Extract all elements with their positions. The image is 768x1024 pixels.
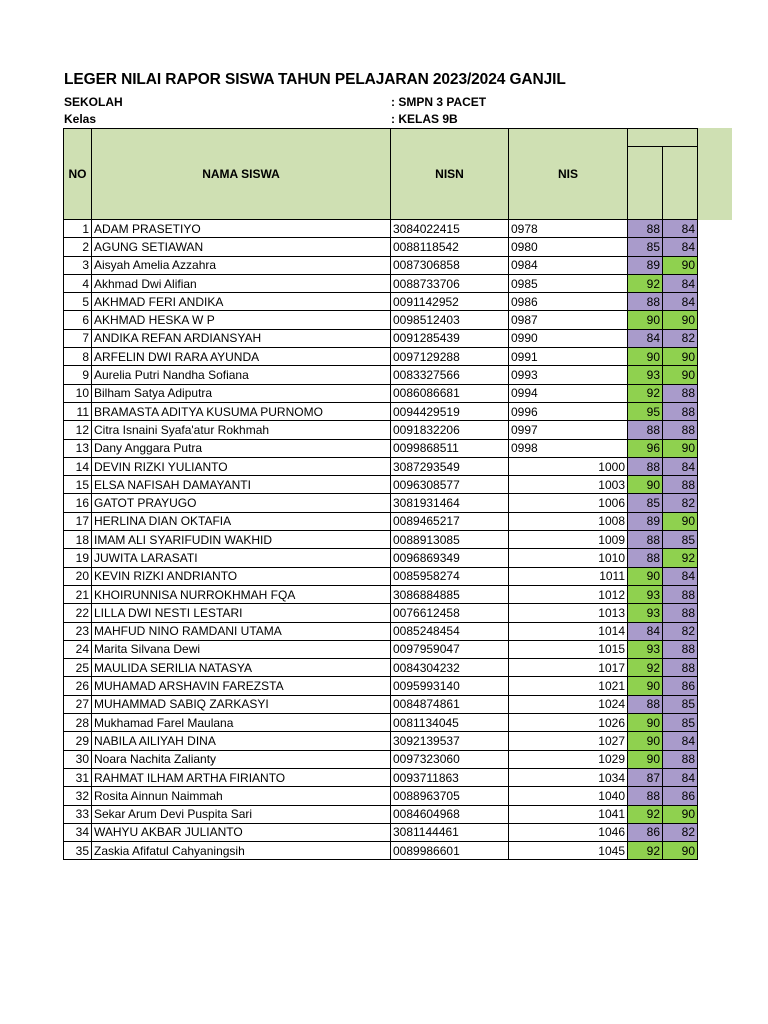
cell-score-1: 93 — [628, 366, 663, 384]
cell-nis: 1024 — [509, 695, 628, 713]
cell-no: 16 — [64, 494, 92, 512]
table-row — [64, 714, 698, 732]
cell-no: 6 — [64, 311, 92, 329]
cell-no: 4 — [64, 274, 92, 292]
cell-nisn: 0083327566 — [391, 366, 509, 384]
cell-nis: 1017 — [509, 659, 628, 677]
cell-score-2: 90 — [663, 311, 698, 329]
cell-score-1: 93 — [628, 604, 663, 622]
cell-no: 7 — [64, 329, 92, 347]
cell-student-name: MAHFUD NINO RAMDANI UTAMA — [92, 622, 391, 640]
table-row — [64, 256, 698, 274]
table-row — [64, 311, 698, 329]
cell-score-2: 85 — [663, 714, 698, 732]
cell-student-name: KHOIRUNNISA NURROKHMAH FQA — [92, 585, 391, 603]
cell-score-1: 90 — [628, 476, 663, 494]
cell-nisn: 0087306858 — [391, 256, 509, 274]
cell-score-2: 84 — [663, 457, 698, 475]
table-row — [64, 750, 698, 768]
cell-no: 29 — [64, 732, 92, 750]
cell-score-1: 88 — [628, 787, 663, 805]
cell-score-2: 86 — [663, 677, 698, 695]
cell-score-2: 84 — [663, 238, 698, 256]
cell-no: 1 — [64, 220, 92, 238]
cell-no: 30 — [64, 750, 92, 768]
table-row — [64, 659, 698, 677]
table-row — [64, 695, 698, 713]
header-score-2 — [663, 147, 698, 220]
cell-no: 3 — [64, 256, 92, 274]
cell-student-name: MAULIDA SERILIA NATASYA — [92, 659, 391, 677]
cell-nisn: 0095993140 — [391, 677, 509, 695]
cell-score-2: 88 — [663, 659, 698, 677]
cell-score-1: 90 — [628, 750, 663, 768]
cell-score-1: 89 — [628, 256, 663, 274]
table-row — [64, 677, 698, 695]
cell-nis: 1027 — [509, 732, 628, 750]
cell-no: 20 — [64, 567, 92, 585]
cell-student-name: Mukhamad Farel Maulana — [92, 714, 391, 732]
cell-score-2: 84 — [663, 768, 698, 786]
cell-student-name: Akhmad Dwi Alifian — [92, 274, 391, 292]
cell-student-name: GATOT PRAYUGO — [92, 494, 391, 512]
cell-student-name: AKHMAD FERI ANDIKA — [92, 293, 391, 311]
cell-no: 33 — [64, 805, 92, 823]
cell-student-name: MUHAMMAD SABIQ ZARKASYI — [92, 695, 391, 713]
cell-nis: 1021 — [509, 677, 628, 695]
cell-score-1: 90 — [628, 567, 663, 585]
cell-score-2: 85 — [663, 531, 698, 549]
cell-score-1: 88 — [628, 293, 663, 311]
header-name: NAMA SISWA — [92, 129, 391, 220]
cell-score-1: 88 — [628, 421, 663, 439]
cell-no: 10 — [64, 384, 92, 402]
cell-score-1: 84 — [628, 329, 663, 347]
cell-nisn: 0097959047 — [391, 640, 509, 658]
table-body — [64, 220, 698, 860]
cell-nisn: 0094429519 — [391, 402, 509, 420]
cell-no: 5 — [64, 293, 92, 311]
cell-nis: 1013 — [509, 604, 628, 622]
table-row — [64, 476, 698, 494]
cell-score-2: 84 — [663, 274, 698, 292]
cell-score-1: 92 — [628, 274, 663, 292]
cell-student-name: DEVIN RIZKI YULIANTO — [92, 457, 391, 475]
table-row — [64, 274, 698, 292]
cell-score-1: 85 — [628, 494, 663, 512]
cell-no: 15 — [64, 476, 92, 494]
cell-score-1: 92 — [628, 659, 663, 677]
cell-nisn: 0096308577 — [391, 476, 509, 494]
cell-student-name: LILLA DWI NESTI LESTARI — [92, 604, 391, 622]
cell-student-name: Sekar Arum Devi Puspita Sari — [92, 805, 391, 823]
table-row — [64, 421, 698, 439]
cell-nis: 0994 — [509, 384, 628, 402]
header-no: NO — [64, 129, 92, 220]
cell-nisn: 0088733706 — [391, 274, 509, 292]
cell-student-name: HERLINA DIAN OKTAFIA — [92, 512, 391, 530]
cell-nisn: 0085958274 — [391, 567, 509, 585]
cell-score-2: 84 — [663, 293, 698, 311]
cell-no: 19 — [64, 549, 92, 567]
cell-student-name: NABILA AILIYAH DINA — [92, 732, 391, 750]
cell-student-name: Rosita Ainnun Naimmah — [92, 787, 391, 805]
cell-nis: 1009 — [509, 531, 628, 549]
cell-no: 27 — [64, 695, 92, 713]
table-row — [64, 768, 698, 786]
table-row — [64, 842, 698, 860]
cell-score-2: 90 — [663, 366, 698, 384]
cell-score-1: 90 — [628, 677, 663, 695]
cell-score-2: 88 — [663, 640, 698, 658]
cell-score-1: 86 — [628, 823, 663, 841]
cell-score-1: 90 — [628, 348, 663, 366]
table-row — [64, 640, 698, 658]
cell-no: 24 — [64, 640, 92, 658]
cell-nisn: 0088118542 — [391, 238, 509, 256]
cell-score-2: 88 — [663, 604, 698, 622]
cell-nis: 1046 — [509, 823, 628, 841]
cell-score-1: 92 — [628, 805, 663, 823]
cell-nis: 1008 — [509, 512, 628, 530]
table-row — [64, 567, 698, 585]
cell-no: 14 — [64, 457, 92, 475]
cell-score-1: 93 — [628, 585, 663, 603]
cell-score-2: 88 — [663, 421, 698, 439]
cell-student-name: IMAM ALI SYARIFUDIN WAKHID — [92, 531, 391, 549]
cell-score-2: 82 — [663, 494, 698, 512]
cell-no: 12 — [64, 421, 92, 439]
cell-score-2: 90 — [663, 512, 698, 530]
cell-nisn: 0086086681 — [391, 384, 509, 402]
cell-student-name: KEVIN RIZKI ANDRIANTO — [92, 567, 391, 585]
cell-nis: 0990 — [509, 329, 628, 347]
cell-nis: 1011 — [509, 567, 628, 585]
cell-score-2: 92 — [663, 549, 698, 567]
cell-nisn: 3087293549 — [391, 457, 509, 475]
cell-score-2: 82 — [663, 823, 698, 841]
cell-nis: 0993 — [509, 366, 628, 384]
cell-nis: 0987 — [509, 311, 628, 329]
cell-student-name: ELSA NAFISAH DAMAYANTI — [92, 476, 391, 494]
cell-nisn: 0097129288 — [391, 348, 509, 366]
header-score-group — [628, 129, 698, 147]
cell-nisn: 0099868511 — [391, 439, 509, 457]
cell-nisn: 3081931464 — [391, 494, 509, 512]
table-row — [64, 402, 698, 420]
cell-nisn: 0085248454 — [391, 622, 509, 640]
document-title: LEGER NILAI RAPOR SISWA TAHUN PELAJARAN 2023/2024 GANJIL — [64, 71, 566, 88]
table-row — [64, 457, 698, 475]
cell-score-1: 90 — [628, 311, 663, 329]
table-row — [64, 787, 698, 805]
cell-nis: 0998 — [509, 439, 628, 457]
header-score-1 — [628, 147, 663, 220]
cell-nis: 1029 — [509, 750, 628, 768]
cell-score-2: 84 — [663, 567, 698, 585]
cell-nis: 1040 — [509, 787, 628, 805]
header-extension — [697, 128, 732, 220]
table-row — [64, 585, 698, 603]
cell-score-1: 87 — [628, 768, 663, 786]
school-value: : SMPN 3 PACET — [391, 95, 487, 109]
cell-score-2: 90 — [663, 348, 698, 366]
cell-score-2: 86 — [663, 787, 698, 805]
cell-no: 23 — [64, 622, 92, 640]
cell-nisn: 3092139537 — [391, 732, 509, 750]
table-row — [64, 329, 698, 347]
cell-student-name: ARFELIN DWI RARA AYUNDA — [92, 348, 391, 366]
cell-score-2: 90 — [663, 439, 698, 457]
cell-nis: 1006 — [509, 494, 628, 512]
table-row — [64, 384, 698, 402]
cell-no: 26 — [64, 677, 92, 695]
table-row — [64, 549, 698, 567]
cell-student-name: MUHAMAD ARSHAVIN FAREZSTA — [92, 677, 391, 695]
cell-student-name: Bilham Satya Adiputra — [92, 384, 391, 402]
cell-score-1: 85 — [628, 238, 663, 256]
cell-score-1: 88 — [628, 695, 663, 713]
cell-student-name: JUWITA LARASATI — [92, 549, 391, 567]
cell-no: 8 — [64, 348, 92, 366]
table-row — [64, 348, 698, 366]
cell-student-name: AGUNG SETIAWAN — [92, 238, 391, 256]
cell-no: 25 — [64, 659, 92, 677]
cell-score-2: 88 — [663, 402, 698, 420]
table-row — [64, 531, 698, 549]
cell-student-name: AKHMAD HESKA W P — [92, 311, 391, 329]
cell-no: 17 — [64, 512, 92, 530]
cell-score-1: 90 — [628, 732, 663, 750]
table-row — [64, 238, 698, 256]
cell-student-name: RAHMAT ILHAM ARTHA FIRIANTO — [92, 768, 391, 786]
cell-nis: 1012 — [509, 585, 628, 603]
cell-nis: 0978 — [509, 220, 628, 238]
cell-nis: 1014 — [509, 622, 628, 640]
cell-no: 22 — [64, 604, 92, 622]
table-row — [64, 823, 698, 841]
cell-nisn: 3081144461 — [391, 823, 509, 841]
cell-score-1: 88 — [628, 549, 663, 567]
cell-score-2: 85 — [663, 695, 698, 713]
cell-nis: 0996 — [509, 402, 628, 420]
cell-no: 21 — [64, 585, 92, 603]
cell-nisn: 0088963705 — [391, 787, 509, 805]
cell-score-1: 88 — [628, 220, 663, 238]
table-row — [64, 494, 698, 512]
table-row — [64, 805, 698, 823]
header-nisn: NISN — [391, 129, 509, 220]
cell-nisn: 0091285439 — [391, 329, 509, 347]
cell-nisn: 0081134045 — [391, 714, 509, 732]
cell-score-2: 88 — [663, 476, 698, 494]
cell-nisn: 0089465217 — [391, 512, 509, 530]
table-row — [64, 732, 698, 750]
cell-no: 35 — [64, 842, 92, 860]
cell-score-1: 95 — [628, 402, 663, 420]
cell-nis: 1026 — [509, 714, 628, 732]
table-row — [64, 512, 698, 530]
table-row — [64, 366, 698, 384]
grades-table — [63, 128, 698, 860]
class-label: Kelas — [64, 112, 97, 126]
cell-score-1: 89 — [628, 512, 663, 530]
header-nis: NIS — [509, 129, 628, 220]
cell-nisn: 0091142952 — [391, 293, 509, 311]
cell-nisn: 0076612458 — [391, 604, 509, 622]
cell-student-name: Aisyah Amelia Azzahra — [92, 256, 391, 274]
cell-student-name: Aurelia Putri Nandha Sofiana — [92, 366, 391, 384]
cell-nisn: 0091832206 — [391, 421, 509, 439]
cell-score-2: 82 — [663, 329, 698, 347]
table-row — [64, 604, 698, 622]
cell-score-2: 84 — [663, 732, 698, 750]
cell-nis: 1010 — [509, 549, 628, 567]
cell-no: 34 — [64, 823, 92, 841]
cell-student-name: Marita Silvana Dewi — [92, 640, 391, 658]
table-row — [64, 439, 698, 457]
cell-nis: 0984 — [509, 256, 628, 274]
cell-score-2: 88 — [663, 585, 698, 603]
cell-no: 28 — [64, 714, 92, 732]
cell-score-2: 88 — [663, 384, 698, 402]
cell-score-1: 96 — [628, 439, 663, 457]
cell-score-1: 92 — [628, 384, 663, 402]
cell-nis: 1034 — [509, 768, 628, 786]
cell-nisn: 0088913085 — [391, 531, 509, 549]
cell-nisn: 0097323060 — [391, 750, 509, 768]
cell-score-2: 84 — [663, 220, 698, 238]
cell-score-2: 88 — [663, 750, 698, 768]
cell-nis: 0985 — [509, 274, 628, 292]
cell-score-2: 82 — [663, 622, 698, 640]
cell-score-1: 84 — [628, 622, 663, 640]
cell-score-2: 90 — [663, 842, 698, 860]
cell-nisn: 0084874861 — [391, 695, 509, 713]
class-value: : KELAS 9B — [391, 112, 458, 126]
cell-score-1: 90 — [628, 714, 663, 732]
cell-nisn: 0089986601 — [391, 842, 509, 860]
cell-no: 32 — [64, 787, 92, 805]
cell-student-name: Citra Isnaini Syafa'atur Rokhmah — [92, 421, 391, 439]
cell-student-name: WAHYU AKBAR JULIANTO — [92, 823, 391, 841]
cell-nisn: 3086884885 — [391, 585, 509, 603]
cell-nisn: 0098512403 — [391, 311, 509, 329]
cell-nisn: 0084304232 — [391, 659, 509, 677]
cell-nis: 1045 — [509, 842, 628, 860]
cell-nis: 0986 — [509, 293, 628, 311]
cell-score-1: 88 — [628, 531, 663, 549]
cell-no: 2 — [64, 238, 92, 256]
cell-nis: 1003 — [509, 476, 628, 494]
cell-nisn: 0093711863 — [391, 768, 509, 786]
table-row — [64, 293, 698, 311]
cell-student-name: BRAMASTA ADITYA KUSUMA PURNOMO — [92, 402, 391, 420]
cell-no: 31 — [64, 768, 92, 786]
cell-no: 11 — [64, 402, 92, 420]
table-row — [64, 622, 698, 640]
cell-no: 13 — [64, 439, 92, 457]
table-row — [64, 220, 698, 238]
cell-student-name: ANDIKA REFAN ARDIANSYAH — [92, 329, 391, 347]
cell-score-1: 93 — [628, 640, 663, 658]
cell-score-1: 92 — [628, 842, 663, 860]
cell-nis: 0991 — [509, 348, 628, 366]
cell-student-name: Noara Nachita Zalianty — [92, 750, 391, 768]
cell-student-name: Zaskia Afifatul Cahyaningsih — [92, 842, 391, 860]
cell-no: 9 — [64, 366, 92, 384]
cell-no: 18 — [64, 531, 92, 549]
cell-nis: 1000 — [509, 457, 628, 475]
cell-nisn: 0096869349 — [391, 549, 509, 567]
cell-score-2: 90 — [663, 805, 698, 823]
cell-nis: 1015 — [509, 640, 628, 658]
cell-student-name: ADAM PRASETIYO — [92, 220, 391, 238]
cell-score-2: 90 — [663, 256, 698, 274]
cell-nis: 0980 — [509, 238, 628, 256]
cell-nis: 0997 — [509, 421, 628, 439]
cell-nisn: 3084022415 — [391, 220, 509, 238]
cell-nisn: 0084604968 — [391, 805, 509, 823]
cell-student-name: Dany Anggara Putra — [92, 439, 391, 457]
cell-score-1: 88 — [628, 457, 663, 475]
school-label: SEKOLAH — [64, 95, 123, 109]
cell-nis: 1041 — [509, 805, 628, 823]
